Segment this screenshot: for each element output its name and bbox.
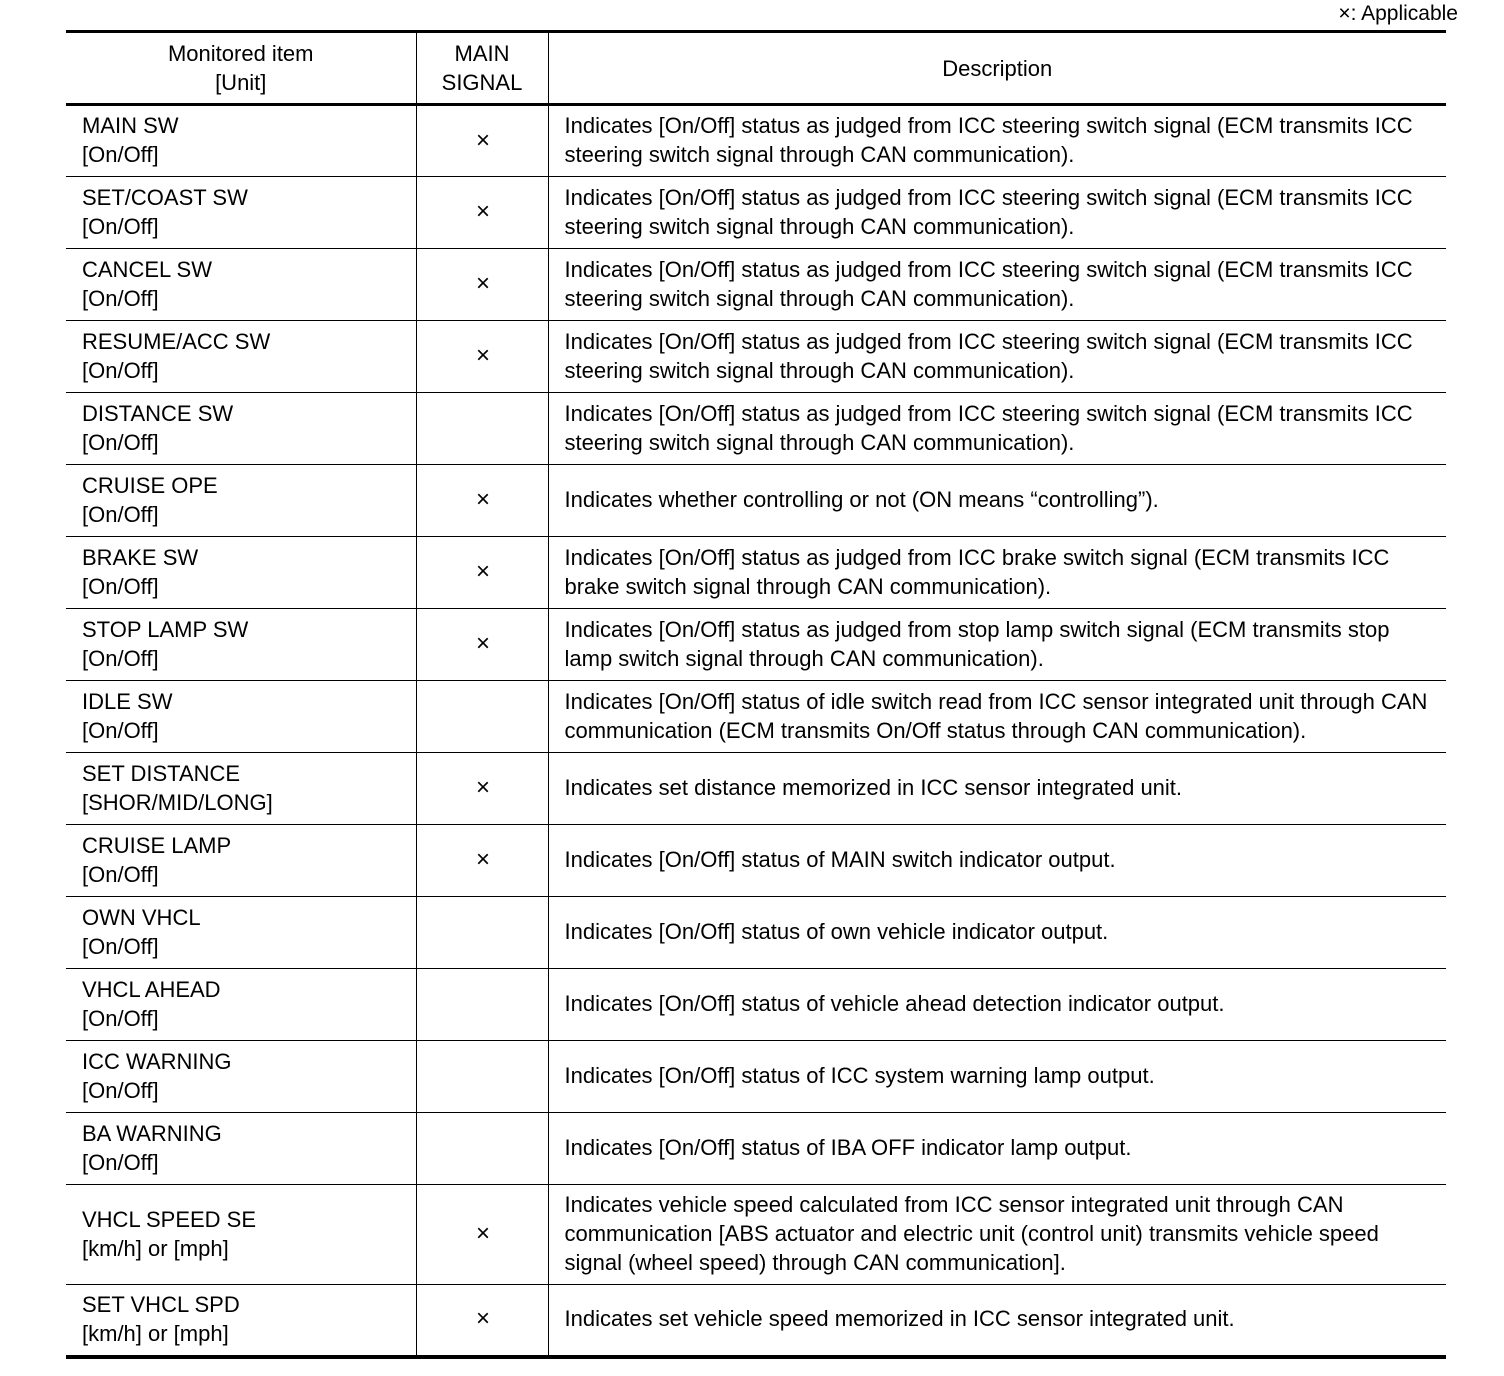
table-row [66,177,1446,249]
header-main-label: MAIN [454,41,510,66]
header-description: Description [548,32,1446,105]
item-unit: [On/Off] [82,357,159,383]
item-name: CRUISE LAMP [82,832,232,858]
table-body [66,105,1446,1357]
header-main-signal [416,32,548,105]
item-name: VHCL AHEAD [82,976,221,1002]
table-row [66,249,1446,321]
table-row [66,825,1446,897]
main-signal-mark: × [416,537,548,609]
item-unit: [On/Off] [82,1077,159,1103]
item-name: ICC WARNING [82,1048,232,1074]
description-cell: Indicates [On/Off] status as judged from ICC steering switch signal (ECM transmits ICC steering switch signal through CAN communication). [548,177,1446,249]
description-cell: Indicates [On/Off] status of IBA OFF indicator lamp output. [548,1113,1446,1185]
item-unit: [On/Off] [82,933,159,959]
main-signal-mark: × [416,177,548,249]
description-cell: Indicates [On/Off] status of ICC system warning lamp output. [548,1041,1446,1113]
item-unit: [On/Off] [82,142,159,167]
main-signal-mark: × [416,825,548,897]
monitored-item-cell [66,177,416,249]
item-unit: [On/Off] [82,285,159,311]
description-cell: Indicates [On/Off] status of MAIN switch indicator output. [548,825,1446,897]
main-signal-mark: × [416,753,548,825]
monitored-item-cell [66,897,416,969]
main-signal-mark: × [416,609,548,681]
item-unit: [SHOR/MID/LONG] [82,789,273,815]
description-cell: Indicates whether controlling or not (ON means “controlling”). [548,465,1446,537]
header-item-label: Monitored item [167,41,314,66]
description-cell: Indicates vehicle speed calculated from ICC sensor integrated unit through CAN communication [ABS actuator and electric unit (control unit) transmits vehicle speed signal (wheel speed) through CAN communication]. [548,1185,1446,1285]
item-unit: [On/Off] [82,717,159,743]
item-name: BA WARNING [82,1120,222,1146]
monitor-items-table [66,30,1446,1359]
main-signal-mark [416,1041,548,1113]
item-name: IDLE SW [82,688,173,714]
item-unit: [On/Off] [82,1149,159,1175]
main-signal-mark [416,897,548,969]
item-unit: [On/Off] [82,573,159,599]
item-name: BRAKE SW [82,544,199,570]
table-row [66,537,1446,609]
description-cell: Indicates set vehicle speed memorized in ICC sensor integrated unit. [548,1285,1446,1357]
monitored-item-cell [66,609,416,681]
item-name: VHCL SPEED SE [82,1206,257,1232]
table-row [66,681,1446,753]
table-row [66,609,1446,681]
main-signal-mark: × [416,249,548,321]
monitored-item-cell [66,393,416,465]
description-cell: Indicates [On/Off] status as judged from ICC steering switch signal (ECM transmits ICC steering switch signal through CAN communication). [548,249,1446,321]
item-unit: [On/Off] [82,501,159,527]
item-name: RESUME/ACC SW [82,328,271,354]
item-unit: [km/h] or [mph] [82,1235,229,1261]
monitored-item-cell [66,249,416,321]
item-unit: [km/h] or [mph] [82,1320,229,1346]
monitored-item-cell [66,681,416,753]
description-cell: Indicates [On/Off] status as judged from ICC brake switch signal (ECM transmits ICC brake switch signal through CAN communication). [548,537,1446,609]
description-cell: Indicates [On/Off] status of own vehicle indicator output. [548,897,1446,969]
item-unit: [On/Off] [82,1005,159,1031]
main-signal-mark: × [416,465,548,537]
description-cell: Indicates [On/Off] status as judged from ICC steering switch signal (ECM transmits ICC steering switch signal through CAN communication). [548,105,1446,177]
monitored-item-cell [66,825,416,897]
table-row [66,1285,1446,1357]
item-name: CRUISE OPE [82,472,218,498]
main-signal-mark [416,1113,548,1185]
item-unit: [On/Off] [82,861,159,887]
item-name: MAIN SW [82,113,179,138]
description-cell: Indicates set distance memorized in ICC sensor integrated unit. [548,753,1446,825]
monitored-item-cell [66,321,416,393]
item-unit: [On/Off] [82,213,159,239]
description-cell: Indicates [On/Off] status of idle switch read from ICC sensor integrated unit through CAN communication (ECM transmits On/Off status through CAN communication). [548,681,1446,753]
header-signal-label: SIGNAL [441,70,523,95]
main-signal-mark: × [416,1185,548,1285]
item-name: STOP LAMP SW [82,616,249,642]
monitored-item-cell [66,1185,416,1285]
table-row [66,1041,1446,1113]
table-row [66,1113,1446,1185]
monitored-item-cell [66,465,416,537]
table-row [66,969,1446,1041]
item-name: SET VHCL SPD [82,1291,240,1317]
item-name: SET DISTANCE [82,760,241,786]
item-unit: [On/Off] [82,645,159,671]
description-cell: Indicates [On/Off] status as judged from stop lamp switch signal (ECM transmits stop lamp switch signal through CAN communication). [548,609,1446,681]
description-cell: Indicates [On/Off] status as judged from ICC steering switch signal (ECM transmits ICC steering switch signal through CAN communication). [548,393,1446,465]
table-row [66,897,1446,969]
monitored-item-cell [66,537,416,609]
main-signal-mark [416,393,548,465]
table-header-row [66,32,1446,105]
table-row [66,393,1446,465]
monitored-item-cell [66,969,416,1041]
table-row [66,1185,1446,1285]
item-name: DISTANCE SW [82,400,234,426]
main-signal-mark: × [416,1285,548,1357]
item-unit: [On/Off] [82,429,159,455]
item-name: OWN VHCL [82,904,201,930]
table-row [66,753,1446,825]
monitored-item-cell [66,1041,416,1113]
item-name: SET/COAST SW [82,184,248,210]
monitored-item-cell [66,105,416,177]
main-signal-mark: × [416,105,548,177]
header-unit-label: [Unit] [215,70,267,95]
monitored-item-cell [66,753,416,825]
description-cell: Indicates [On/Off] status of vehicle ahead detection indicator output. [548,969,1446,1041]
table-row [66,321,1446,393]
description-cell: Indicates [On/Off] status as judged from ICC steering switch signal (ECM transmits ICC steering switch signal through CAN communication). [548,321,1446,393]
table-row [66,465,1446,537]
table-row [66,105,1446,177]
monitored-item-cell [66,1113,416,1185]
main-signal-mark [416,681,548,753]
applicable-legend: ×: Applicable [1338,2,1458,25]
monitored-item-cell [66,1285,416,1357]
main-signal-mark: × [416,321,548,393]
main-signal-mark [416,969,548,1041]
header-monitored-item [66,32,416,105]
item-name: CANCEL SW [82,256,212,282]
